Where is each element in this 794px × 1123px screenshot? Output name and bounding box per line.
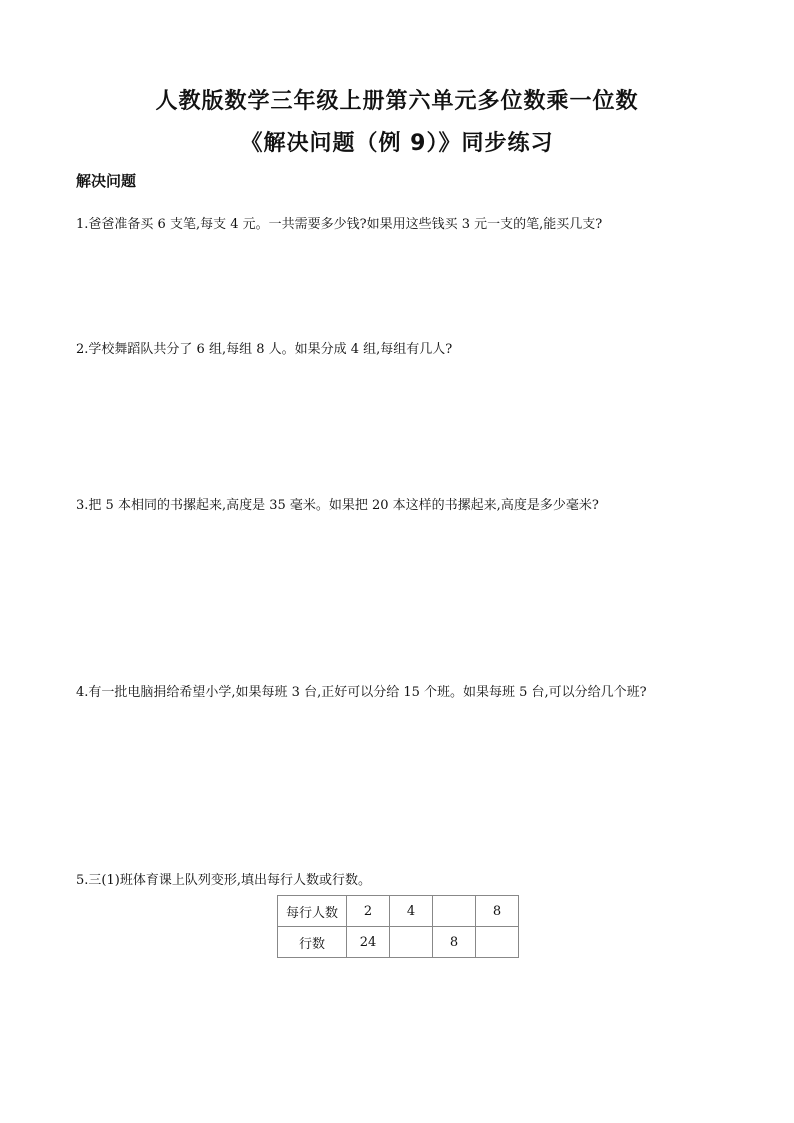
question-3: 3.把 5 本相同的书摞起来,高度是 35 毫米。如果把 20 本这样的书摞起来,高度是多少毫米? [76,498,599,513]
table-cell-blank[interactable] [476,927,519,958]
table-cell: 8 [476,896,519,927]
table-cell: 2 [347,896,390,927]
table-row [278,927,519,958]
table-cell: 8 [433,927,476,958]
worksheet-subtitle: 《解决问题（例 9）》同步练习 [240,131,554,156]
table-cell-blank[interactable] [433,896,476,927]
question-4: 4.有一批电脑捐给希望小学,如果每班 3 台,正好可以分给 15 个班。如果每班 5 台,可以分给几个班? [76,685,647,700]
table-cell: 4 [390,896,433,927]
table-cell-blank[interactable] [390,927,433,958]
question-5: 5.三(1)班体育课上队列变形,填出每行人数或行数。 [76,873,371,888]
table-cell: 24 [347,927,390,958]
table-cell: 每行人数 [278,896,347,927]
table-cell: 行数 [278,927,347,958]
question-1: 1.爸爸准备买 6 支笔,每支 4 元。一共需要多少钱?如果用这些钱买 3 元一支的笔,能买几支? [76,217,603,232]
question-2: 2.学校舞蹈队共分了 6 组,每组 8 人。如果分成 4 组,每组有几人? [76,342,453,357]
table-row [278,896,519,927]
worksheet-title: 人教版数学三年级上册第六单元多位数乘一位数 [155,89,639,114]
section-heading: 解决问题 [76,172,137,190]
formation-table [277,895,519,958]
